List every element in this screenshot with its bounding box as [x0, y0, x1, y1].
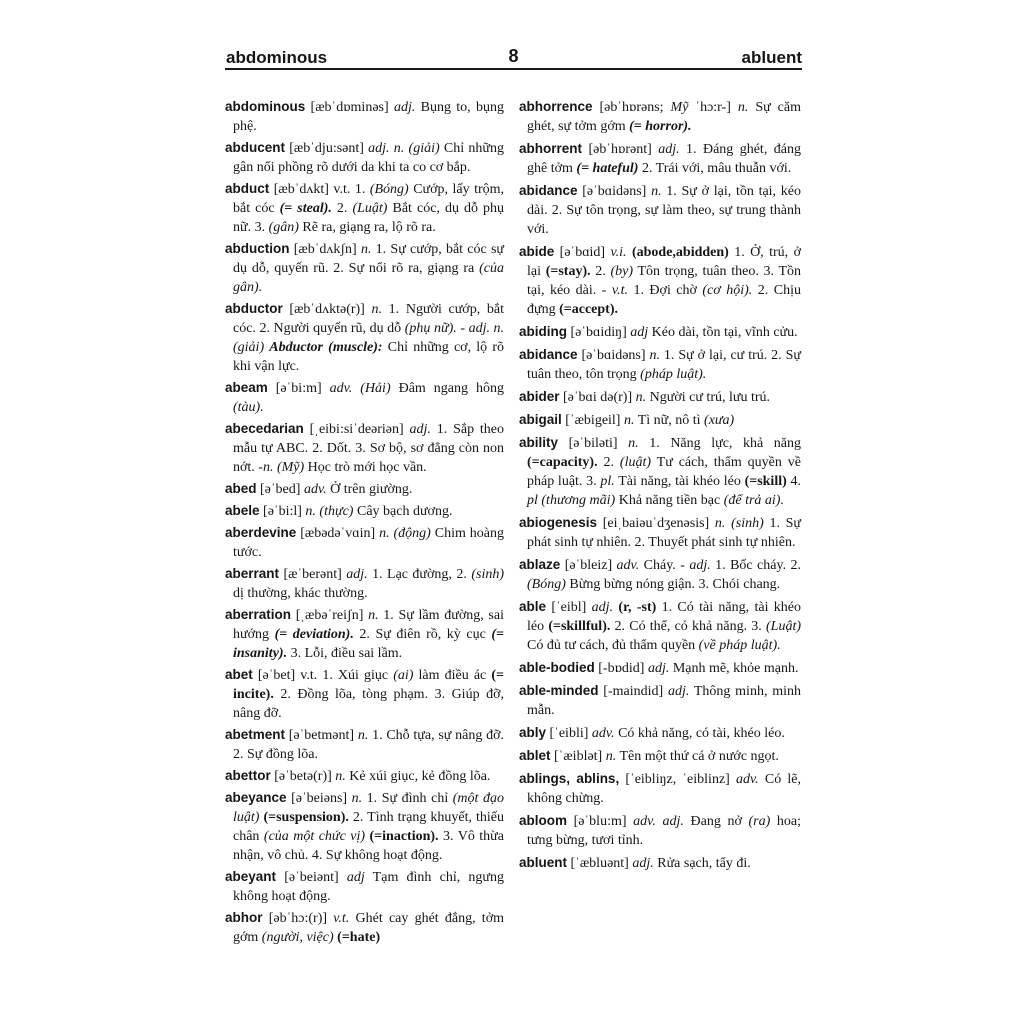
headword: able-minded: [519, 683, 599, 698]
definition-text: 1. Lạc đường, 2.: [367, 567, 472, 582]
definition-text: Kéo dài, tồn tại, vĩnh cửu.: [648, 325, 798, 340]
bold-italic-text: (= insanity).: [233, 627, 504, 661]
italic-label: n. (sinh): [714, 516, 764, 531]
italic-label: n.: [605, 749, 617, 764]
headword: abducent: [225, 140, 286, 155]
definition-text: Tôn trọng, tuân theo. 3. Tồn tại, kéo dài. -: [527, 264, 802, 298]
bold-text: (= incite).: [233, 668, 504, 702]
pronunciation: [əˈbi:m]: [267, 381, 330, 396]
italic-label: n.: [335, 769, 346, 784]
pronunciation: [-bɒdid]: [594, 661, 648, 676]
dictionary-entry: [519, 322, 801, 342]
bold-text: (=hate): [337, 930, 381, 945]
headword: abet: [225, 667, 253, 682]
italic-label: n.: [357, 728, 369, 743]
italic-label: n.: [737, 100, 749, 115]
italic-label: pl.: [600, 474, 615, 489]
definition-text: 1. Bốc cháy. 2.: [710, 558, 801, 573]
italic-label: v.i.: [610, 245, 632, 260]
definition-text: 1. Sự cướp, bắt cóc sự dụ dỗ, quyến rũ. 2. Sự nổi rõ ra, giạng ra: [233, 242, 504, 276]
dictionary-entry: [519, 513, 801, 552]
italic-label: (Bóng): [527, 577, 566, 592]
italic-label: (một đạo luật): [233, 791, 504, 825]
pronunciation: [æbədəˈvɑin]: [296, 526, 380, 541]
dictionary-entry: [225, 501, 504, 521]
italic-label: n.: [623, 413, 635, 428]
dictionary-entry: [519, 387, 801, 407]
definition-text: Ghét cay ghét đắng, tởm gớm: [233, 911, 504, 945]
italic-label: n.: [360, 242, 372, 257]
dictionary-entry: [519, 597, 801, 655]
italic-label: adj. n. (giải): [233, 321, 505, 355]
dictionary-entry: [225, 523, 504, 562]
pronunciation: [əˈbeiəns]: [286, 791, 352, 806]
headword: ability: [519, 435, 559, 450]
pronunciation: [æbˈdju:sənt]: [285, 141, 369, 156]
definition-text: 2. Tình trạng khuyết, thiếu chân: [233, 810, 504, 844]
bold-text: (=skillful).: [548, 619, 611, 634]
italic-label: n.: [628, 436, 639, 451]
definition-text: 4.: [786, 474, 802, 489]
definition-text: Bắt cóc, dụ dỗ phụ nữ. 3.: [233, 201, 505, 235]
headword: able: [519, 599, 547, 614]
definition-text: Cháy. -: [639, 558, 690, 573]
page-number: 8: [508, 46, 519, 66]
headword: abider: [519, 389, 560, 404]
dictionary-entry: [519, 723, 801, 743]
pronunciation: [əˈbɑidəns]: [577, 184, 652, 199]
headword: abidance: [519, 347, 578, 362]
definition-text: -: [456, 321, 469, 336]
italic-label: (Bóng): [369, 182, 409, 197]
definition-text: 1. Năng lực, khả năng: [638, 436, 801, 451]
definition-text: 2.: [590, 264, 611, 279]
definition-text: 2. Đồng lõa, tòng phạm. 3. Giúp đỡ, nâng đỡ.: [233, 687, 504, 721]
dictionary-entry: [519, 853, 801, 873]
italic-label: (của gân).: [233, 261, 504, 295]
definition-text: Thông minh, minh mẫn.: [527, 684, 802, 718]
definition-text: 2. Có thể, có khả năng. 3.: [610, 619, 766, 634]
italic-label: (tàu).: [233, 400, 264, 415]
headword: abiogenesis: [519, 515, 598, 530]
pronunciation: [ˈeibli]: [546, 726, 592, 741]
dictionary-entry: [225, 299, 504, 376]
headword: abloom: [519, 813, 568, 828]
definition-text: Tên một thứ cá ở nước ngọt.: [616, 749, 779, 764]
headword: ablet: [519, 748, 551, 763]
pronunciation: [əˈbiləti]: [558, 436, 629, 451]
right-column: [519, 97, 801, 873]
pronunciation: [ˈæiblət]: [550, 749, 606, 764]
definition-text: 1. Người cướp, bắt cóc. 2. Người quyến rũ, dụ dỗ: [233, 302, 504, 336]
headword: aberration: [225, 607, 292, 622]
definition-text: Tạm đình chỉ, ngưng không hoạt động.: [233, 870, 504, 904]
pronunciation: [əˈbetə(r)]: [270, 769, 336, 784]
italic-label: (sinh): [471, 567, 504, 582]
bold-text: (r, -st): [618, 600, 657, 615]
italic-label: n.: [635, 390, 647, 405]
pronunciation: [ˌæbəˈreiʃn]: [291, 608, 369, 623]
definition-text: Cây bạch dương.: [353, 504, 453, 519]
definition-text: Cướp, lấy trộm, bắt cóc: [233, 182, 505, 216]
italic-label: adj.: [346, 567, 368, 582]
dictionary-entry: [519, 769, 801, 808]
running-head: [225, 47, 802, 70]
italic-label: adj. n. (giải): [368, 141, 440, 156]
definition-text: Sự căm ghét, sự tởm gớm: [527, 100, 801, 134]
pronunciation: [əˈbi:l]: [259, 504, 306, 519]
italic-label: n. (Mỹ): [262, 460, 305, 475]
definition-text: v.t. 1.: [333, 182, 370, 197]
definition-text: 1. Chỗ tựa, sự nâng đỡ. 2. Sự đồng lõa.: [233, 728, 504, 762]
definition-text: 2.: [331, 201, 353, 216]
italic-label: adj.: [409, 422, 431, 437]
italic-label: adj: [630, 325, 649, 340]
italic-label: (phụ nữ).: [404, 321, 457, 336]
definition-text: 2. Sự điên rồ, kỳ cục: [353, 627, 492, 642]
italic-label: (Luật): [352, 201, 388, 216]
headword: ablaze: [519, 557, 561, 572]
dictionary-entry: [225, 788, 504, 865]
italic-label: (về pháp luật).: [698, 638, 781, 653]
pronunciation: [əˈbed]: [256, 482, 304, 497]
pronunciation: [æbˈdʌkt]: [269, 182, 334, 197]
bold-text: (abode,abidden): [631, 245, 729, 260]
definition-text: Rẽ ra, giạng ra, lộ rõ ra.: [298, 220, 436, 235]
headword: abed: [225, 481, 257, 496]
definition-text: Kẻ xúi giục, kẻ đồng lõa.: [345, 769, 491, 784]
headword: abeyance: [225, 790, 287, 805]
definition-text: 3. Vô thừa nhận, vô chủ. 4. Sự không hoạt động.: [233, 829, 504, 863]
headword: abduction: [225, 241, 290, 256]
definition-text: 2. Chịu đựng: [527, 283, 801, 317]
italic-label: (của một chức vị): [263, 829, 370, 844]
bold-italic-text: (= steal).: [279, 201, 332, 216]
italic-label: (ai): [393, 668, 414, 683]
bold-text: (=capacity).: [527, 455, 598, 470]
definition-text: Tì nữ, nô tì: [634, 413, 705, 428]
dictionary-entry: [519, 410, 801, 430]
bold-italic-text: (= horror).: [629, 119, 692, 134]
pronunciation: [ˈeibl]: [546, 600, 592, 615]
headword: abeyant: [225, 869, 277, 884]
dictionary-entry: [519, 811, 801, 850]
dictionary-entry: [519, 242, 801, 319]
pronunciation: [əbˈhɒrəns;: [592, 100, 671, 115]
pronunciation: [əˈbetmənt]: [285, 728, 358, 743]
dictionary-entry: [225, 138, 504, 177]
headword: abigail: [519, 412, 562, 427]
definition-text: 1. Đợi chờ: [627, 283, 703, 298]
dictionary-entry: [225, 665, 504, 723]
italic-label: (để trả ai).: [723, 493, 784, 508]
italic-label: (cơ hội).: [702, 283, 753, 298]
headword: abhor: [225, 910, 263, 925]
dictionary-entry: [519, 658, 801, 678]
definition-text: Chỉ những gân nổi phồng rõ dưới da khi ta co cơ bắp.: [233, 141, 504, 175]
bold-text: (=stay).: [545, 264, 591, 279]
definition-text: Tư cách, thẩm quyền về pháp luật. 3.: [527, 455, 802, 489]
italic-label: n.: [371, 302, 383, 317]
definition-text: 1. Có tài năng, tài khéo léo: [527, 600, 802, 634]
dictionary-entry: [225, 725, 504, 764]
pronunciation: [əbˈhɒrənt]: [582, 142, 659, 157]
definition-text: Học trò mới học vần.: [304, 460, 427, 475]
definition-text: Khả năng tiền bạc: [615, 493, 724, 508]
headword: abluent: [519, 855, 568, 870]
headword: able-bodied: [519, 660, 595, 675]
definition-text: làm điều ác: [413, 668, 492, 683]
definition-text: 1. Sự ở lại, cư trú. 2. Sự tuân theo, tôn trọng: [527, 348, 801, 382]
dictionary-entry: [519, 97, 801, 136]
pronunciation: [əˈblu:m]: [567, 814, 634, 829]
italic-label: (pháp luật).: [640, 367, 707, 382]
definition-text: Chim hoàng tước.: [233, 526, 504, 560]
headword: abidance: [519, 183, 578, 198]
headword: abduct: [225, 181, 270, 196]
pronunciation: [ˈeibliŋz, ˈeiblinz]: [619, 772, 736, 787]
definition-text: 1. Đáng ghét, đáng ghê tởm: [527, 142, 801, 176]
pronunciation: [æbˈdʌktə(r)]: [282, 302, 372, 317]
pronunciation: [æˈberənt]: [279, 567, 347, 582]
dictionary-entry: [225, 419, 504, 477]
italic-label: (by): [610, 264, 634, 279]
headword: ablings, ablins,: [519, 771, 620, 786]
headword: abeam: [225, 380, 268, 395]
definition-text: hoa; tưng bừng, tươi tỉnh.: [527, 814, 801, 848]
definition-text: Đâm ngang hông: [390, 381, 504, 396]
italic-label: n. (động): [379, 526, 431, 541]
pronunciation: [əˈbɑi də(r)]: [559, 390, 636, 405]
pronunciation: [əˈbɑid]: [554, 245, 611, 260]
pronunciation: [-maindid]: [598, 684, 668, 699]
italic-label: adv.: [303, 482, 327, 497]
guide-word-right: abluent: [741, 48, 802, 67]
definition-text: Có khả năng, có tài, khéo léo.: [614, 726, 785, 741]
definition-text: Có lẽ, không chừng.: [527, 772, 801, 806]
definition-text: 1. Sắp theo mẫu tự ABC. 2. Dốt. 3. Sơ bộ, sơ đẳng còn non nớt. -: [233, 422, 504, 475]
definition-text: 3. Lỗi, điều sai lầm.: [287, 646, 403, 661]
dictionary-entry: [225, 908, 504, 947]
definition-text: 2. Trái với, mâu thuẫn với.: [638, 161, 792, 176]
headword: abetment: [225, 727, 286, 742]
italic-label: adv. (Hải): [329, 381, 391, 396]
headword: abductor: [225, 301, 283, 316]
dictionary-entry: [519, 746, 801, 766]
italic-label: adj: [346, 870, 365, 885]
definition-text: 1. Ở, trú, ở lại: [527, 245, 801, 279]
italic-label: adj.: [667, 684, 690, 699]
bold-text: (=accept).: [559, 302, 618, 317]
definition-text: Mạnh mẽ, khỏe mạnh.: [669, 661, 799, 676]
definition-text: 1. Sự ở lại, tồn tại, kéo dài. 2. Sự tôn trọng, sự làm theo, sự trung thành với.: [527, 184, 801, 237]
headword: abhorrent: [519, 141, 583, 156]
pronunciation: ˈhɔ:r-]: [688, 100, 738, 115]
italic-label: (người, việc): [261, 930, 338, 945]
headword: abele: [225, 503, 260, 518]
dictionary-entry: [225, 766, 504, 786]
italic-label: adj.: [658, 142, 680, 157]
headword: ably: [519, 725, 547, 740]
dictionary-entry: [225, 605, 504, 663]
dictionary-entry: [519, 139, 801, 178]
guide-word-left: abdominous: [226, 48, 328, 67]
italic-label: (Luật): [766, 619, 801, 634]
pronunciation: [eiˌbaiəuˈdʒenəsis]: [597, 516, 715, 531]
pronunciation: [əˈbɑidəns]: [577, 348, 650, 363]
pronunciation: [əˈbɑidiŋ]: [567, 325, 631, 340]
dictionary-entry: [519, 433, 801, 510]
dictionary-entry: [225, 479, 504, 499]
dictionary-entry: [225, 867, 504, 906]
italic-label: n.: [351, 791, 363, 806]
definition-text: Có đủ tư cách, đủ thẩm quyền: [527, 638, 699, 653]
italic-label: adv. adj.: [633, 814, 684, 829]
definition-text: Rửa sạch, tẩy đi.: [653, 856, 751, 871]
dictionary-entry: [225, 378, 504, 417]
dictionary-entry: [225, 179, 504, 237]
italic-label: (ra): [748, 814, 771, 829]
headword: abiding: [519, 324, 567, 339]
italic-label: pl (thương mãi): [527, 493, 616, 508]
pronunciation: [əˈbet]: [252, 668, 301, 683]
bold-text: (=inaction).: [369, 829, 439, 844]
pronunciation: [əbˈhɔ:(r)]: [262, 911, 334, 926]
bold-italic-text: (= deviation).: [274, 627, 354, 642]
definition-text: 1. Sự đình chỉ: [362, 791, 453, 806]
italic-label: adj.: [689, 558, 711, 573]
pronunciation: [əˈbleiz]: [560, 558, 617, 573]
definition-text: Tài năng, tài khéo léo: [614, 474, 745, 489]
italic-label: adj.: [591, 600, 619, 615]
definition-text: Bụng to, bụng phệ.: [233, 100, 504, 134]
pronunciation: [ˈæbigeil]: [561, 413, 624, 428]
headword: abhorrence: [519, 99, 593, 114]
definition-text: 1. Sự phát sinh tự nhiên. 2. Thuyết phát sinh tự nhiên.: [527, 516, 802, 550]
pronunciation: [ˌeibi:siˈdeəriən]: [303, 422, 410, 437]
italic-label: (luật): [619, 455, 652, 470]
bold-text: (=suspension).: [263, 810, 349, 825]
italic-label: adj.: [393, 100, 416, 115]
dictionary-entry: [225, 97, 504, 136]
definition-text: dị thường, khác thường.: [233, 586, 368, 601]
italic-label: (gân): [268, 220, 299, 235]
italic-label: adv.: [736, 772, 759, 787]
headword: aberrant: [225, 566, 280, 581]
headword: abide: [519, 244, 555, 259]
definition-text: Bừng bừng nóng giận. 3. Chói chang.: [565, 577, 781, 592]
left-column: [225, 97, 504, 947]
italic-label: v.t.: [333, 911, 350, 926]
italic-label: n.: [651, 184, 662, 199]
italic-label: adv.: [616, 558, 640, 573]
definition-text: v.t. 1. Xúi giục: [300, 668, 394, 683]
headword: abettor: [225, 768, 271, 783]
italic-label: n.: [649, 348, 660, 363]
headword: abecedarian: [225, 421, 304, 436]
italic-label: adj.: [647, 661, 670, 676]
pronunciation: [ˈæbluənt]: [567, 856, 633, 871]
dictionary-entry: [519, 181, 801, 239]
italic-label: v.t.: [611, 283, 628, 298]
bold-text: (=skill): [744, 474, 787, 489]
headword: abdominous: [225, 99, 306, 114]
dictionary-entry: [519, 555, 801, 594]
italic-label: n. (thực): [305, 504, 354, 519]
headword: aberdevine: [225, 525, 297, 540]
italic-label: adv.: [591, 726, 615, 741]
bold-italic-text: (= hateful): [576, 161, 639, 176]
pronunciation: [əˈbeiənt]: [276, 870, 347, 885]
pronunciation: [æbˈdɒminəs]: [305, 100, 394, 115]
definition-text: Ở trên giường.: [326, 482, 413, 497]
dictionary-entry: [225, 239, 504, 297]
definition-text: Đang nở: [683, 814, 749, 829]
italic-label: n.: [368, 608, 379, 623]
italic-label: adj.: [632, 856, 654, 871]
bold-italic-text: Abductor (muscle):: [269, 340, 383, 355]
dictionary-entry: [225, 564, 504, 603]
dictionary-entry: [519, 681, 801, 720]
italic-label: Mỹ: [670, 100, 689, 115]
definition-text: 1. Sự lầm đường, sai hướng: [233, 608, 504, 642]
pronunciation: [æbˈdʌkʃn]: [289, 242, 361, 257]
definition-text: Người cư trú, lưu trú.: [646, 390, 771, 405]
dictionary-entry: [519, 345, 801, 384]
definition-text: Chỉ những cơ, lộ rõ khi vận lực.: [233, 340, 505, 374]
italic-label: (xưa): [704, 413, 735, 428]
definition-text: 2.: [597, 455, 620, 470]
